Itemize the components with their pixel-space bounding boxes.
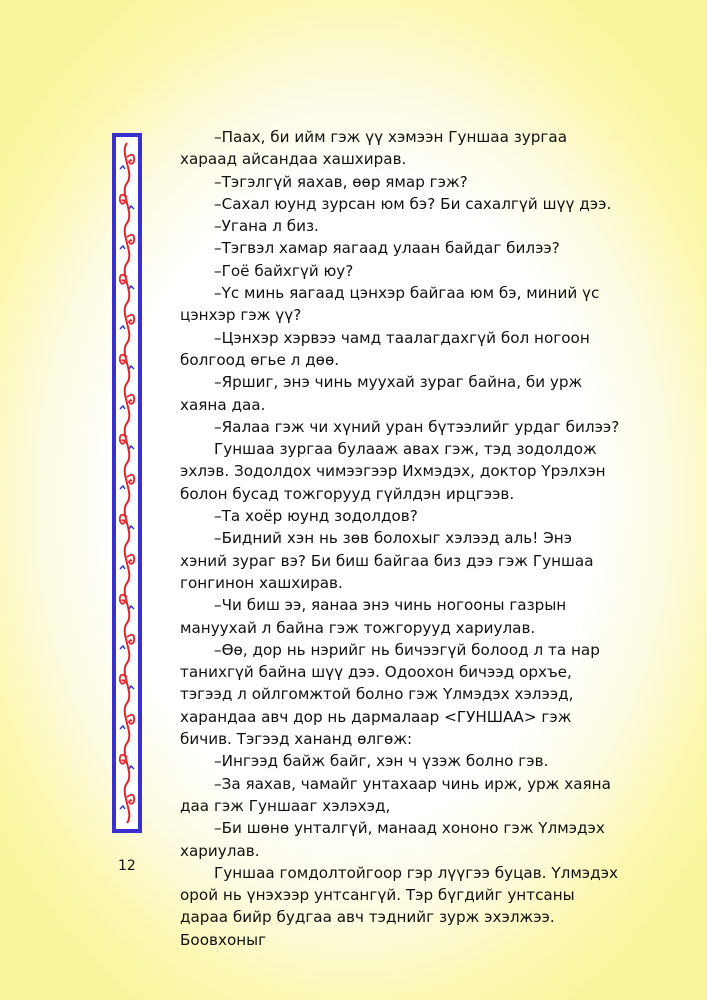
ornament-spiral <box>127 395 134 404</box>
paragraph: –Угана л биз. <box>214 217 319 236</box>
ornament-accent <box>120 806 125 809</box>
ornament-accent <box>129 286 134 289</box>
ornament-accent <box>129 606 134 609</box>
ornament-accent <box>120 246 125 249</box>
ornament-accent <box>120 646 125 649</box>
paragraph: Гуншаа зургаа булааж авах гэж, тэд зодолдож эхлэв. Зодолдох чимээгээр Ихмэдэх, доктор Үрэлхэн болон бусад тожгорууд гүйлдэн ирцгээв. <box>180 440 606 503</box>
ornament-spiral <box>127 635 134 644</box>
paragraph: –Би шөнө унталгүй, манаад хононо гэж Үлмэдэх хариулав. <box>180 819 605 860</box>
paragraph: –Ингээд байж байг, хэн ч үзэж болно гэв. <box>214 752 549 771</box>
paragraph: –Паах, би ийм гэж үү хэмээн Гуншаа зургаа хараад айсандаа хашхирав. <box>180 128 568 169</box>
paragraph: –За яахав, чамайг унтахаар чинь ирж, урж хаяна даа гэж Гуншааг хэлэхэд, <box>180 774 611 815</box>
ornament-accent <box>120 566 125 569</box>
ornament-spiral <box>127 155 134 164</box>
ornament-spiral <box>127 795 134 804</box>
ornament-accent <box>129 366 134 369</box>
paragraph: –Цэнхэр хэрвээ чамд таалагдахгүй бол ногоон болгоод өгье л дөө. <box>180 328 590 369</box>
ornament-accent <box>129 766 134 769</box>
paragraph: Гуншаа гомдолтойгоор гэр лүүгээ буцав. Үлмэдэх орой нь үнэхээр унтсангүй. Тэр бүгдийг унтсаны дараа бийр будгаа авч тэднийг зурж эхэлжээ. Боовхоныг <box>180 863 618 949</box>
ornament-accent <box>129 686 134 689</box>
paragraph: –Яршиг, энэ чинь муухай зураг байна, би урж хаяна даа. <box>180 373 583 414</box>
ornament-accent <box>120 726 125 729</box>
ornament-spiral <box>127 715 134 724</box>
ornament-spiral <box>127 235 134 244</box>
paragraph: –Яалаа гэж чи хүний уран бүтээлийг урдаг билээ? <box>214 417 620 436</box>
paragraph: –Тэгэлгүй яахав, өөр ямар гэж? <box>214 172 468 191</box>
paragraph: –Тэгвэл хамар яагаад улаан байдаг билээ? <box>214 239 560 258</box>
story-text <box>180 126 620 951</box>
page-number: 12 <box>118 858 136 874</box>
ornament-vine <box>116 137 138 829</box>
ornament-spiral <box>127 475 134 484</box>
paragraph: –Та хоёр юунд зодолдов? <box>214 507 418 526</box>
ornament-accent <box>120 406 125 409</box>
ornament-accent <box>120 486 125 489</box>
paragraph: –Бидний хэн нь зөв болохыг хэлээд аль! Энэ хэний зураг вэ? Би биш байгаа биз дээ гэж Гуншаа гонгинон хашхирав. <box>180 529 594 592</box>
ornament-accent <box>129 206 134 209</box>
ornament-spiral <box>127 315 134 324</box>
paragraph: –Үс минь яагаад цэнхэр байгаа юм бэ, миний үс цэнхэр гэж үү? <box>180 284 600 325</box>
decorative-border <box>112 133 142 833</box>
ornament-accent <box>129 526 134 529</box>
ornament-accent <box>129 446 134 449</box>
paragraph: –Гоё байхгүй юу? <box>214 261 354 280</box>
paragraph: –Сахал юунд зурсан юм бэ? Би сахалгүй шүү дээ. <box>214 194 612 213</box>
ornament-accent <box>120 166 125 169</box>
paragraph: –Өө, дор нь нэрийг нь бичээгүй болоод л та нар танихгүй байна шүү дээ. Одоохон бичээд орхъе, тэгээд л ойлгомжтой болно гэж Үлмэдэх хэлээд, харандаа авч дор нь дармалаар <ГУНШАА> гэж бичив. Тэгээд хананд өлгөж: <box>180 640 600 749</box>
paragraph: –Чи биш ээ, яанаа энэ чинь ногооны газрын мануухай л байна гэж тожгорууд хариулав. <box>180 596 567 637</box>
ornament-accent <box>120 326 125 329</box>
ornament-spiral <box>127 555 134 564</box>
